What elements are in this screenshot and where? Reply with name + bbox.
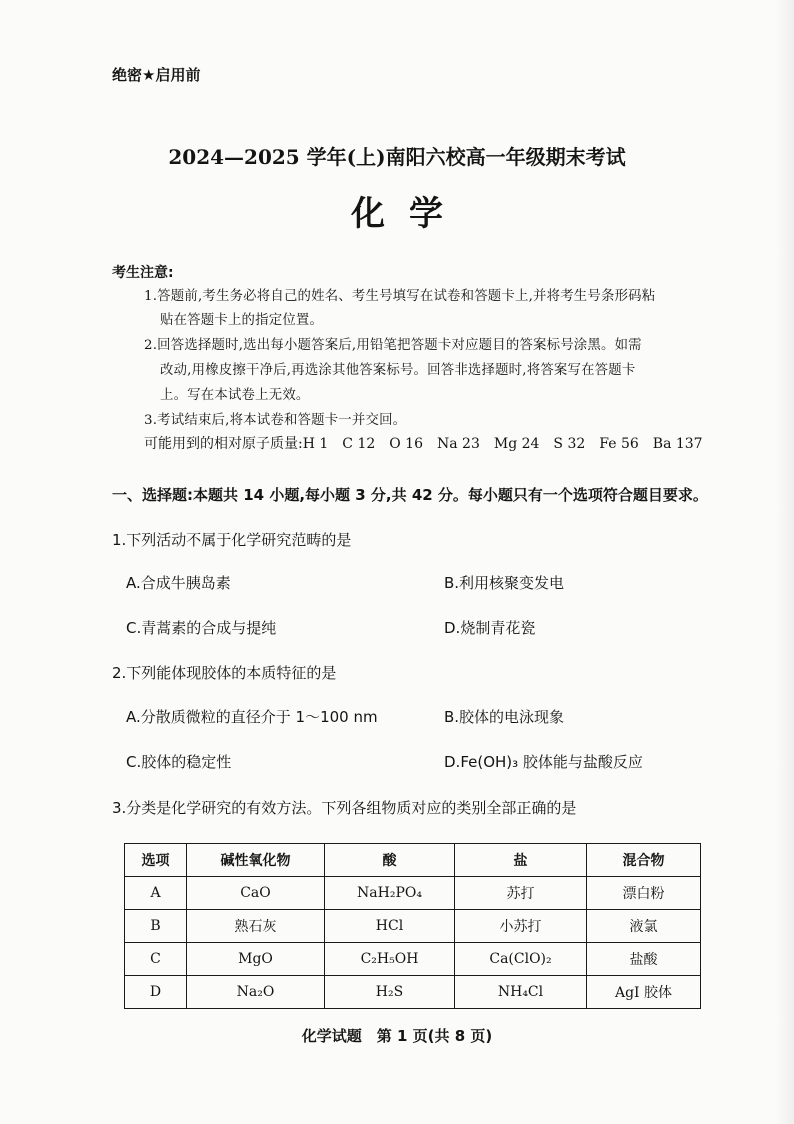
notice-line: 1.答题前,考生务必将自己的姓名、考生号填写在试卷和答题卡上,并将考生号条形码粘 [144, 289, 656, 304]
notice-line: 改动,用橡皮擦干净后,再选涂其他答案标号。回答非选择题时,将答案写在答题卡 [160, 363, 636, 378]
option-b: B.利用核聚变发电 [444, 574, 565, 592]
confidential-label: 绝密★启用前 [112, 66, 201, 84]
table-header-cell: 盐 [455, 844, 587, 877]
table-header-row [125, 844, 701, 877]
page-footer: 化学试题 第 1 页(共 8 页) [301, 1027, 493, 1045]
table-cell: Na₂O [187, 976, 325, 1009]
notice-line: 3.考试结束后,将本试卷和答题卡一并交回。 [144, 413, 407, 428]
table-row [125, 943, 701, 976]
table-cell: A [125, 877, 187, 910]
table-cell: HCl [325, 910, 455, 943]
table-cell: H₂S [325, 976, 455, 1009]
table-row [125, 976, 701, 1009]
table-cell: D [125, 976, 187, 1009]
notice-line: 贴在答题卡上的指定位置。 [160, 313, 324, 328]
notice-line: 2.回答选择题时,选出每小题答案后,用铅笔把答题卡对应题目的答案标号涂黑。如需 [144, 338, 642, 353]
table-cell: MgO [187, 943, 325, 976]
table-header-cell: 混合物 [587, 844, 701, 877]
question-stem: 1.下列活动不属于化学研究范畴的是 [112, 531, 352, 549]
table-row [125, 877, 701, 910]
table-cell: 漂白粉 [587, 877, 701, 910]
section-heading: 一、选择题:本题共 14 小题,每小题 3 分,共 42 分。每小题只有一个选项符合题目要求。 [112, 486, 708, 504]
table-row [125, 910, 701, 943]
table-cell: 盐酸 [587, 943, 701, 976]
table-cell: B [125, 910, 187, 943]
table-cell: AgI 胶体 [587, 976, 701, 1009]
notice-line: 上。写在本试卷上无效。 [160, 388, 310, 403]
option-c: C.青蒿素的合成与提纯 [126, 619, 277, 637]
table-cell: 熟石灰 [187, 910, 325, 943]
table-cell: NH₄Cl [455, 976, 587, 1009]
table-cell: 小苏打 [455, 910, 587, 943]
table-cell: C [125, 943, 187, 976]
classification-table [124, 843, 701, 1009]
table-header-cell: 碱性氧化物 [187, 844, 325, 877]
table-cell: Ca(ClO)₂ [455, 943, 587, 976]
option-a: A.分散质微粒的直径介于 1～100 nm [126, 708, 378, 726]
table-cell: CaO [187, 877, 325, 910]
table-cell: C₂H₅OH [325, 943, 455, 976]
option-d: D.Fe(OH)₃ 胶体能与盐酸反应 [444, 753, 643, 771]
table-cell: NaH₂PO₄ [325, 877, 455, 910]
table-cell: 苏打 [455, 877, 587, 910]
question-stem: 2.下列能体现胶体的本质特征的是 [112, 664, 337, 682]
subject-title: 化学 [351, 194, 467, 234]
option-b: B.胶体的电泳现象 [444, 708, 565, 726]
option-c: C.胶体的稳定性 [126, 753, 232, 771]
table-header-cell: 酸 [325, 844, 455, 877]
option-d: D.烧制青花瓷 [444, 619, 536, 637]
question-stem: 3.分类是化学研究的有效方法。下列各组物质对应的类别全部正确的是 [112, 799, 577, 817]
table-header-cell: 选项 [125, 844, 187, 877]
exam-title: 2024—2025 学年(上)南阳六校高一年级期末考试 [168, 145, 626, 169]
notice-heading: 考生注意: [112, 265, 174, 281]
table-cell: 液氯 [587, 910, 701, 943]
option-a: A.合成牛胰岛素 [126, 574, 231, 592]
atomic-masses: 可能用到的相对原子质量:H 1 C 12 O 16 Na 23 Mg 24 S 32 Fe 56 Ba 137 [144, 436, 703, 452]
